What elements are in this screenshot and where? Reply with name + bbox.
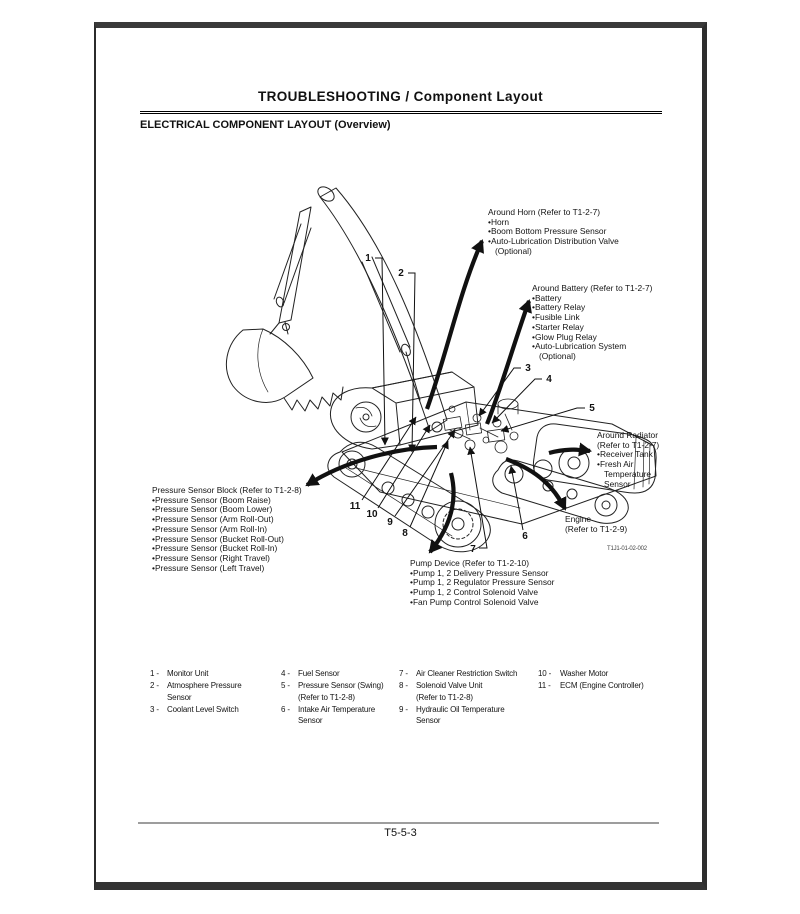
bucket xyxy=(226,329,343,411)
callout-item: • Starter Relay xyxy=(532,323,652,333)
footer-rule xyxy=(138,822,659,824)
callout-item: • Pressure Sensor (Right Travel) xyxy=(152,554,302,564)
callout-around-radiator xyxy=(597,431,659,489)
leader-8 xyxy=(410,441,448,527)
callout-item: • Pressure Sensor (Left Travel) xyxy=(152,564,302,574)
page-title: TROUBLESHOOTING / Component Layout xyxy=(257,89,544,104)
callout-title: Around Radiator (Refer to T1-2-7) xyxy=(597,430,660,450)
marker-6: 6 xyxy=(522,531,528,542)
legend-item xyxy=(538,668,678,679)
legend-item xyxy=(281,668,396,679)
callout-item: • Fresh Air Temperature Sensor xyxy=(597,460,659,489)
leader-6 xyxy=(511,466,523,530)
callout-item: • Pressure Sensor (Boom Lower) xyxy=(152,505,302,515)
legend-item-label: Hydraulic Oil Temperature Sensor xyxy=(416,704,505,726)
marker-2: 2 xyxy=(398,268,404,279)
arrow-around-horn xyxy=(427,241,482,409)
legend-item-number: 10 - xyxy=(538,669,552,678)
arrow-around-battery xyxy=(487,301,529,424)
legend-item-number: 9 - xyxy=(399,704,408,714)
legend-item-number: 1 - xyxy=(150,669,159,678)
marker-10: 10 xyxy=(366,509,378,520)
marker-5: 5 xyxy=(589,403,595,414)
callout-item: • Pump 1, 2 Delivery Pressure Sensor xyxy=(410,569,554,579)
callout-item: • Fusible Link xyxy=(532,313,652,323)
legend-item-number: 7 - xyxy=(399,669,408,678)
legend-item xyxy=(399,668,531,679)
callout-pump-device xyxy=(410,559,554,608)
legend-item-label: Washer Motor xyxy=(560,669,609,678)
callout-item: • Pressure Sensor (Bucket Roll-Out) xyxy=(152,535,302,545)
arrow-pressure-sensor-block xyxy=(307,447,437,485)
legend-column-3 xyxy=(399,668,531,727)
callout-item: • Horn xyxy=(488,218,619,228)
legend-item-number: 6 - xyxy=(281,704,290,714)
callout-title: Pump Device (Refer to T1-2-10) xyxy=(410,558,529,568)
marker-8: 8 xyxy=(402,528,408,539)
legend-item-label: Solenoid Valve Unit (Refer to T1-2-8) xyxy=(416,681,483,702)
callout-pressure-sensor-block xyxy=(152,486,302,573)
callout-around-battery xyxy=(532,284,652,362)
legend-item-number: 5 - xyxy=(281,681,290,691)
callout-around-horn xyxy=(488,208,619,257)
arm-stick xyxy=(270,207,311,334)
machinery-cluster xyxy=(443,399,518,453)
legend-item xyxy=(281,704,396,727)
legend-item xyxy=(150,680,275,703)
leader-9 xyxy=(395,430,455,516)
callout-item: • Battery Relay xyxy=(532,303,652,313)
callout-title: Pressure Sensor Block (Refer to T1-2-8) xyxy=(152,485,302,495)
callout-title: Around Horn (Refer to T1-2-7) xyxy=(488,207,601,217)
legend-item xyxy=(150,704,275,715)
legend-item xyxy=(399,704,531,727)
callout-item: • Auto-Lubrication System (Optional) xyxy=(532,342,652,361)
legend-item-number: 4 - xyxy=(281,669,290,678)
callout-title: Around Battery (Refer to T1-2-7) xyxy=(532,283,653,293)
legend-column-1 xyxy=(150,668,275,716)
legend-item-number: 2 - xyxy=(150,681,159,691)
legend-item-label: ECM (Engine Controller) xyxy=(560,681,644,691)
legend-item-number: 3 - xyxy=(150,704,159,714)
legend-item-label: Pressure Sensor (Swing) (Refer to T1-2-8) xyxy=(298,681,384,702)
legend-item-label: Air Cleaner Restriction Switch xyxy=(416,669,518,678)
callout-title: Engine (Refer to T1-2-9) xyxy=(565,514,628,534)
leader-7 xyxy=(470,447,487,548)
marker-3: 3 xyxy=(525,363,531,374)
legend-item-number: 8 - xyxy=(399,681,408,691)
legend-item-label: Coolant Level Switch xyxy=(167,704,239,714)
callout-engine xyxy=(565,515,627,534)
legend-item xyxy=(399,680,531,703)
callout-item: • Battery xyxy=(532,294,652,304)
legend-item xyxy=(150,668,275,679)
legend-item-number: 11 - xyxy=(538,681,551,691)
legend-item-label: Atmosphere Pressure Sensor xyxy=(167,681,242,702)
callout-item: • Pump 1, 2 Regulator Pressure Sensor xyxy=(410,578,554,588)
legend-item xyxy=(281,680,396,703)
section-heading: ELECTRICAL COMPONENT LAYOUT (Overview) xyxy=(140,119,391,131)
legend-item-label: Intake Air Temperature Sensor xyxy=(298,704,376,726)
figure-code: T1J1-01-02-002 xyxy=(607,546,647,552)
legend-column-2 xyxy=(281,668,396,727)
callout-item: • Boom Bottom Pressure Sensor xyxy=(488,227,619,237)
callout-item: • Auto-Lubrication Distribution Valve (Optional) xyxy=(488,237,619,256)
legend-item-label: Fuel Sensor xyxy=(298,669,340,678)
leader-1 xyxy=(375,258,385,445)
callout-item: • Pressure Sensor (Boom Raise) xyxy=(152,496,302,506)
callout-item: • Pressure Sensor (Arm Roll-Out) xyxy=(152,515,302,525)
footer-page-number: T5-5-3 xyxy=(384,827,417,839)
callout-item: • Pressure Sensor (Bucket Roll-In) xyxy=(152,544,302,554)
legend-column-4 xyxy=(538,668,678,693)
marker-4: 4 xyxy=(546,374,552,385)
legend-item-label: Monitor Unit xyxy=(167,669,209,678)
callout-item: • Pressure Sensor (Arm Roll-In) xyxy=(152,525,302,535)
marker-7: 7 xyxy=(470,544,476,555)
legend-item xyxy=(538,680,678,691)
callout-item: • Fan Pump Control Solenoid Valve xyxy=(410,598,554,608)
callout-item: • Glow Plug Relay xyxy=(532,333,652,343)
marker-11: 11 xyxy=(349,501,361,512)
callout-item: • Pump 1, 2 Control Solenoid Valve xyxy=(410,588,554,598)
marker-9: 9 xyxy=(387,517,393,528)
marker-1: 1 xyxy=(365,253,371,264)
arrow-around-radiator xyxy=(549,450,590,453)
callout-item: • Receiver Tank xyxy=(597,450,659,460)
